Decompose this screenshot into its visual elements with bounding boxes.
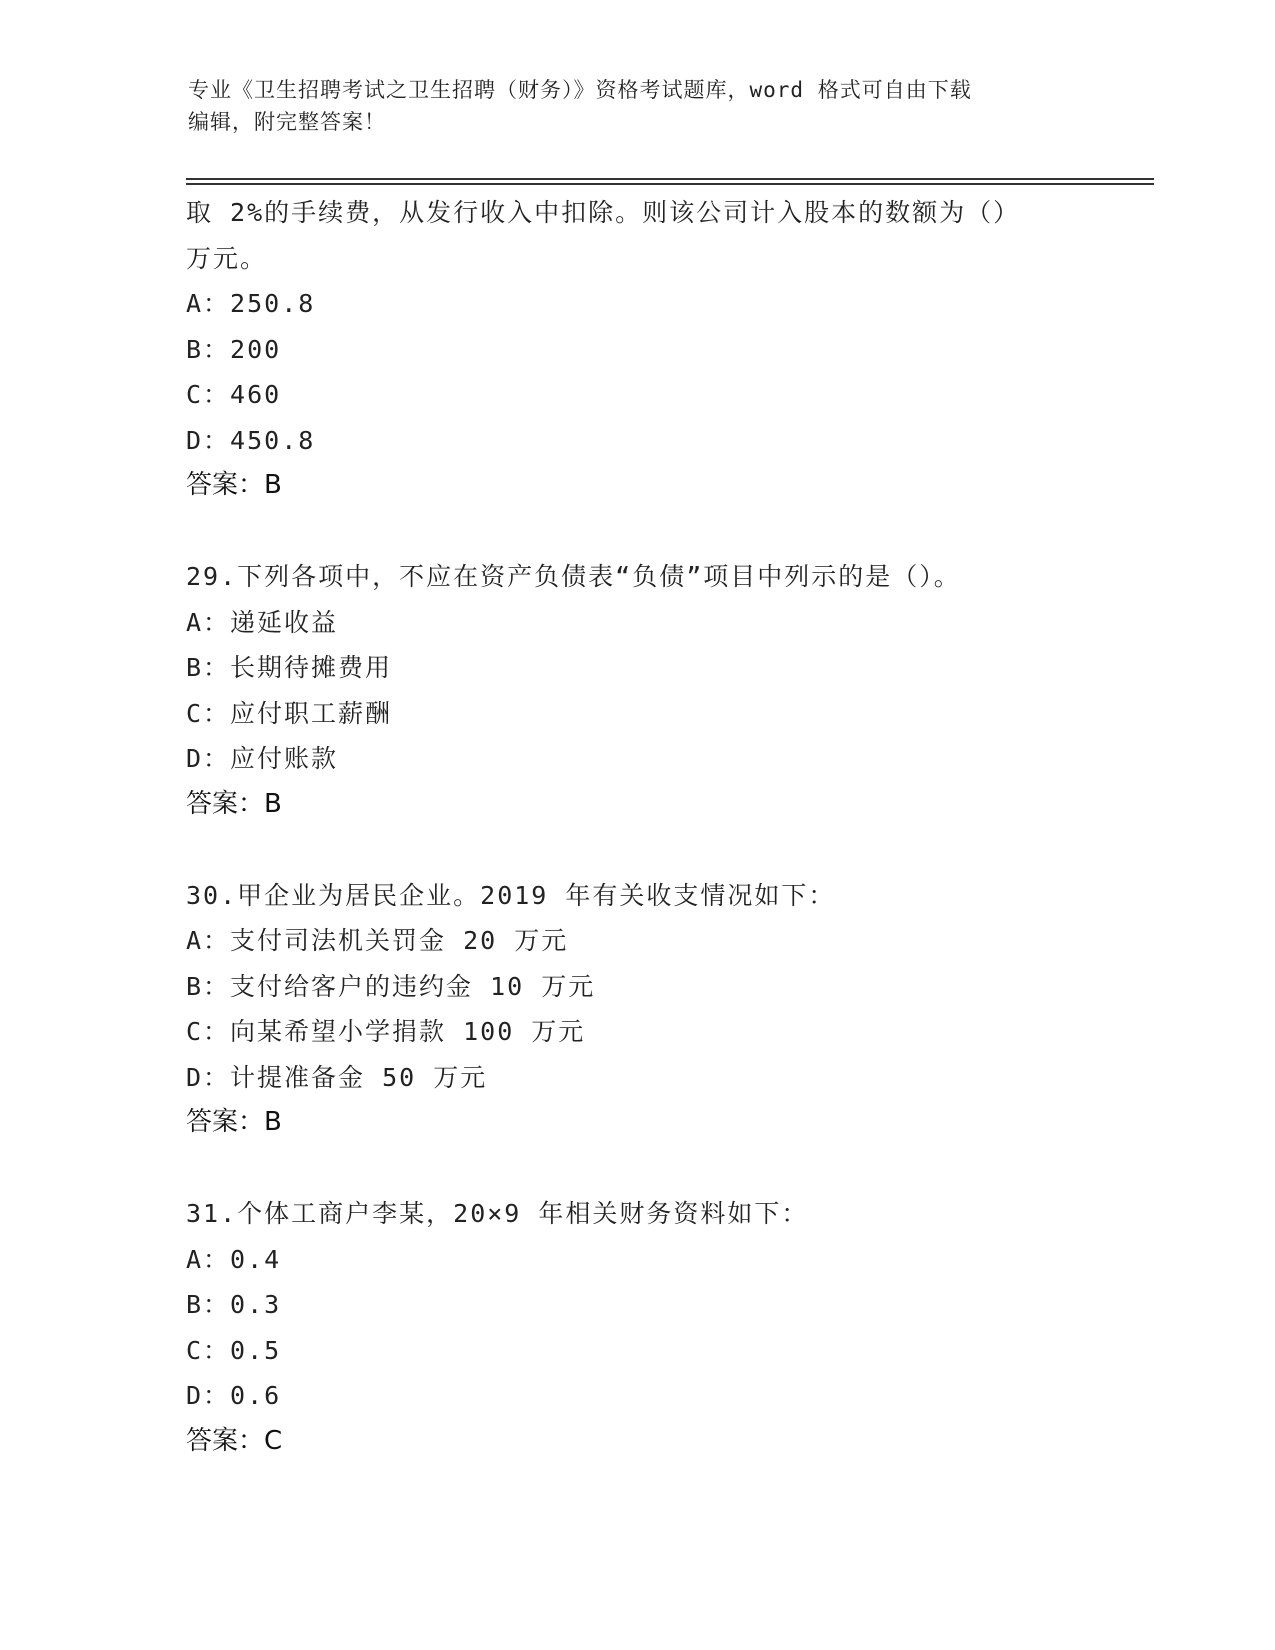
option-a: A：0.4 xyxy=(186,1244,282,1274)
document-header xyxy=(188,74,1088,138)
question-block-30 xyxy=(186,873,1146,1146)
answer-line: 答案：C xyxy=(186,1425,283,1456)
answer-line: 答案：B xyxy=(186,470,282,500)
header-line-1: 专业《卫生招聘考试之卫生招聘（财务）》资格考试题库，word 格式可自由下载 xyxy=(188,78,972,102)
option-b: B：200 xyxy=(186,334,282,364)
option-b: B：0.3 xyxy=(186,1290,282,1319)
question-content xyxy=(186,190,1146,1464)
question-stem: 31.个体工商户李某，20×9 年相关财务资料如下： xyxy=(186,1199,809,1228)
option-d: D：应付账款 xyxy=(186,744,339,773)
option-c: C：460 xyxy=(186,380,282,409)
option-d: D：计提准备金 50 万元 xyxy=(186,1062,488,1092)
spacer xyxy=(186,509,1146,555)
question-stem: 万元。 xyxy=(186,243,268,273)
question-block-continued xyxy=(186,190,1146,509)
option-b: B：长期待摊费用 xyxy=(186,653,393,682)
option-a: A：递延收益 xyxy=(186,607,339,637)
question-stem: 取 2%的手续费，从发行收入中扣除。则该公司计入股本的数额为（） xyxy=(186,198,1021,227)
answer-line: 答案：B xyxy=(186,788,282,819)
question-stem: 30.甲企业为居民企业。2019 年有关收支情况如下： xyxy=(186,880,836,910)
question-stem: 29.下列各项中，不应在资产负债表“负债”项目中列示的是（）。 xyxy=(186,562,961,591)
option-a: A：250.8 xyxy=(186,289,316,318)
option-b: B：支付给客户的违约金 10 万元 xyxy=(186,971,596,1001)
option-c: C：向某希望小学捐款 100 万元 xyxy=(186,1017,586,1046)
answer-line: 答案：B xyxy=(186,1107,282,1137)
option-a: A：支付司法机关罚金 20 万元 xyxy=(186,926,569,955)
question-block-31 xyxy=(186,1191,1146,1464)
option-d: D：0.6 xyxy=(186,1381,282,1410)
option-c: C：0.5 xyxy=(186,1335,282,1365)
option-d: D：450.8 xyxy=(186,425,316,455)
header-divider-bottom xyxy=(186,183,1154,185)
header-divider-top xyxy=(186,178,1154,180)
header-line-2: 编辑，附完整答案！ xyxy=(188,110,386,134)
spacer xyxy=(186,827,1146,873)
spacer xyxy=(186,1146,1146,1192)
question-block-29 xyxy=(186,554,1146,827)
option-c: C：应付职工薪酬 xyxy=(186,698,393,728)
